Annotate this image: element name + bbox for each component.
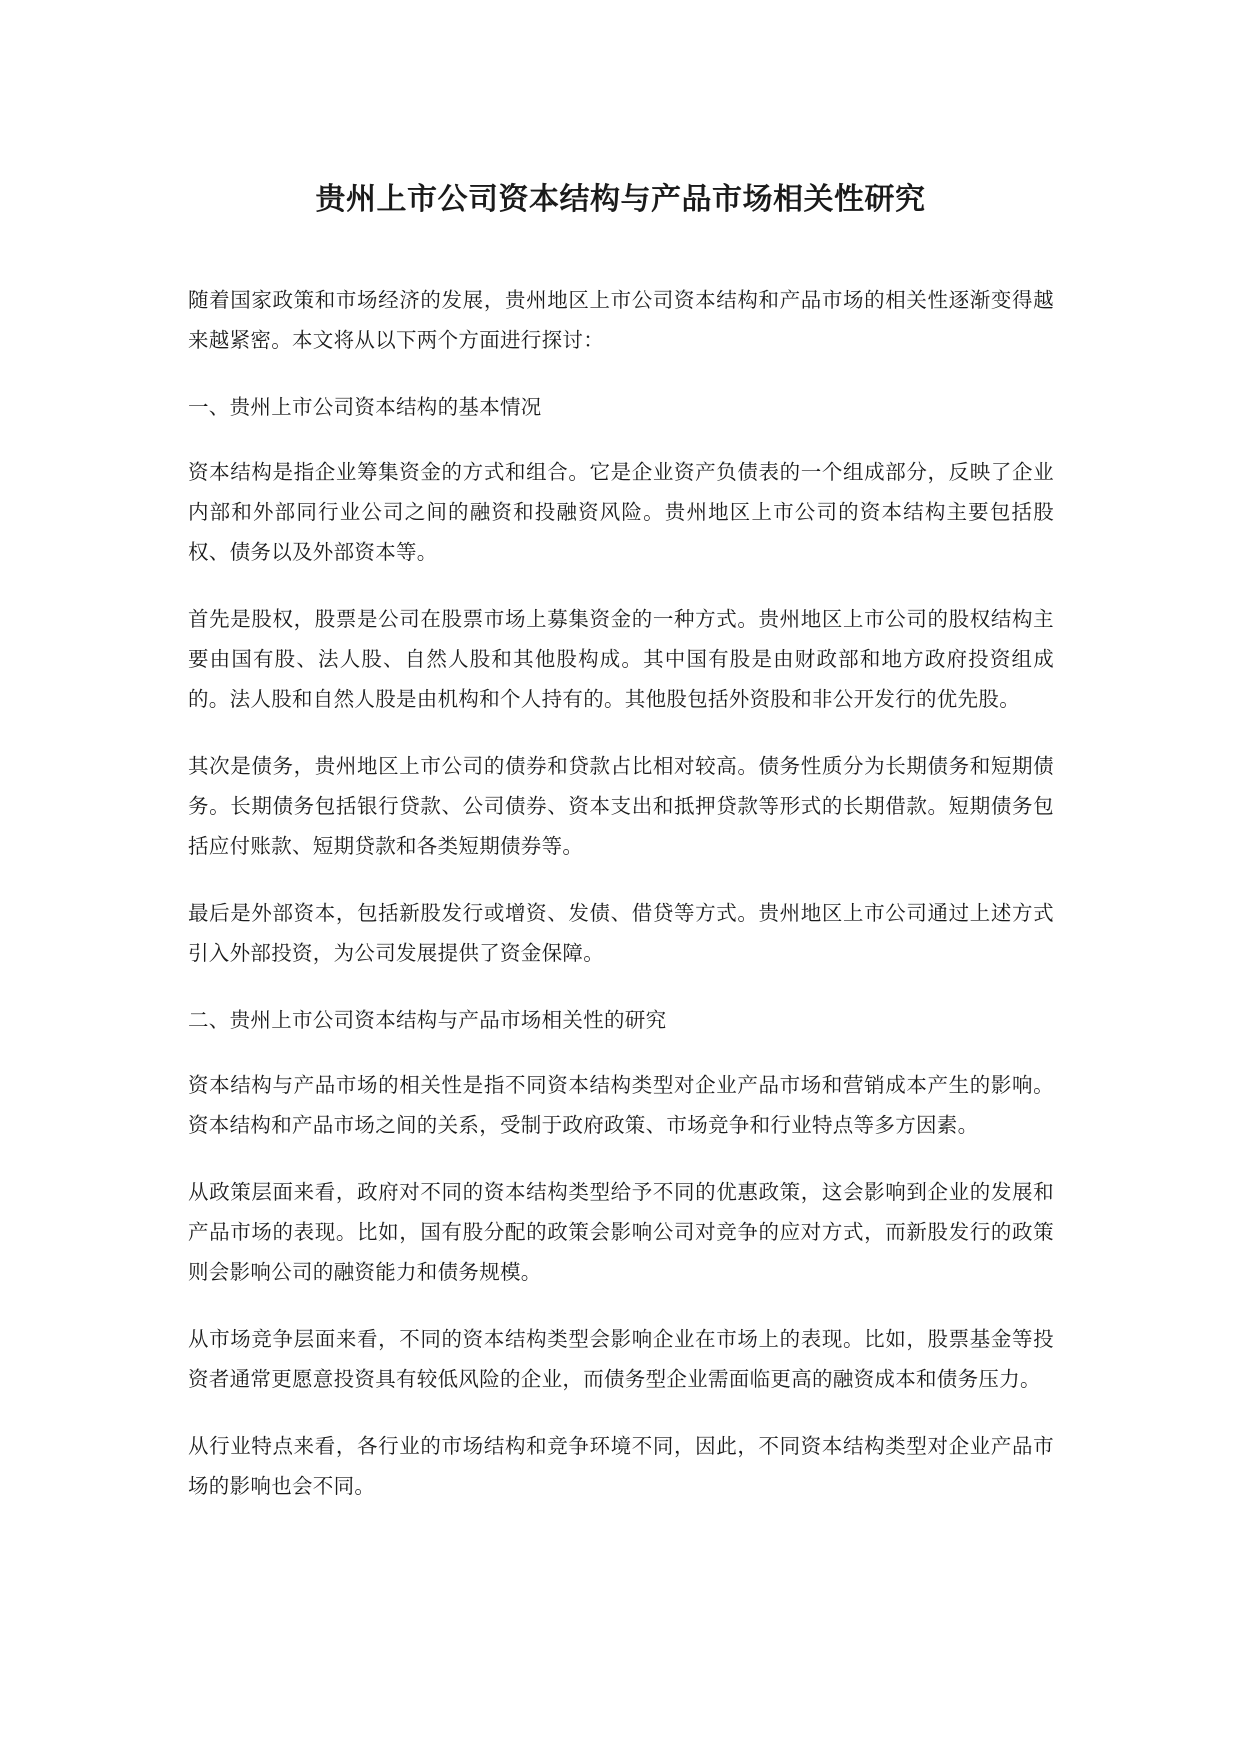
- intro-paragraph: 随着国家政策和市场经济的发展，贵州地区上市公司资本结构和产品市场的相关性逐渐变得越来越紧密。本文将从以下两个方面进行探讨：: [188, 288, 1054, 352]
- body-paragraph: 最后是外部资本，包括新股发行或增资、发债、借贷等方式。贵州地区上市公司通过上述方式引入外部投资，为公司发展提供了资金保障。: [188, 901, 1054, 965]
- body-paragraph: 从政策层面来看，政府对不同的资本结构类型给予不同的优惠政策，这会影响到企业的发展和产品市场的表现。比如，国有股分配的政策会影响公司对竞争的应对方式，而新股发行的政策则会影响公司的融资能力和债务规模。: [188, 1180, 1054, 1284]
- body-paragraph: 资本结构与产品市场的相关性是指不同资本结构类型对企业产品市场和营销成本产生的影响。资本结构和产品市场之间的关系，受制于政府政策、市场竞争和行业特点等多方因素。: [188, 1073, 1054, 1137]
- body-paragraph: 从市场竞争层面来看，不同的资本结构类型会影响企业在市场上的表现。比如，股票基金等投资者通常更愿意投资具有较低风险的企业，而债务型企业需面临更高的融资成本和债务压力。: [188, 1327, 1054, 1391]
- section-heading-2: 二、贵州上市公司资本结构与产品市场相关性的研究: [188, 1008, 667, 1032]
- document-body: [188, 280, 1054, 1533]
- section-heading-1: 一、贵州上市公司资本结构的基本情况: [188, 395, 542, 419]
- document-title: 贵州上市公司资本结构与产品市场相关性研究: [315, 182, 926, 217]
- body-paragraph: 其次是债务，贵州地区上市公司的债券和贷款占比相对较高。债务性质分为长期债务和短期债务。长期债务包括银行贷款、公司债券、资本支出和抵押贷款等形式的长期借款。短期债务包括应付账款、短期贷款和各类短期债券等。: [188, 754, 1054, 858]
- body-paragraph: 资本结构是指企业筹集资金的方式和组合。它是企业资产负债表的一个组成部分，反映了企业内部和外部同行业公司之间的融资和投融资风险。贵州地区上市公司的资本结构主要包括股权、债务以及外部资本等。: [188, 460, 1054, 564]
- body-paragraph: 从行业特点来看，各行业的市场结构和竞争环境不同，因此，不同资本结构类型对企业产品市场的影响也会不同。: [188, 1434, 1054, 1498]
- body-paragraph: 首先是股权，股票是公司在股票市场上募集资金的一种方式。贵州地区上市公司的股权结构主要由国有股、法人股、自然人股和其他股构成。其中国有股是由财政部和地方政府投资组成的。法人股和自然人股是由机构和个人持有的。其他股包括外资股和非公开发行的优先股。: [188, 607, 1054, 711]
